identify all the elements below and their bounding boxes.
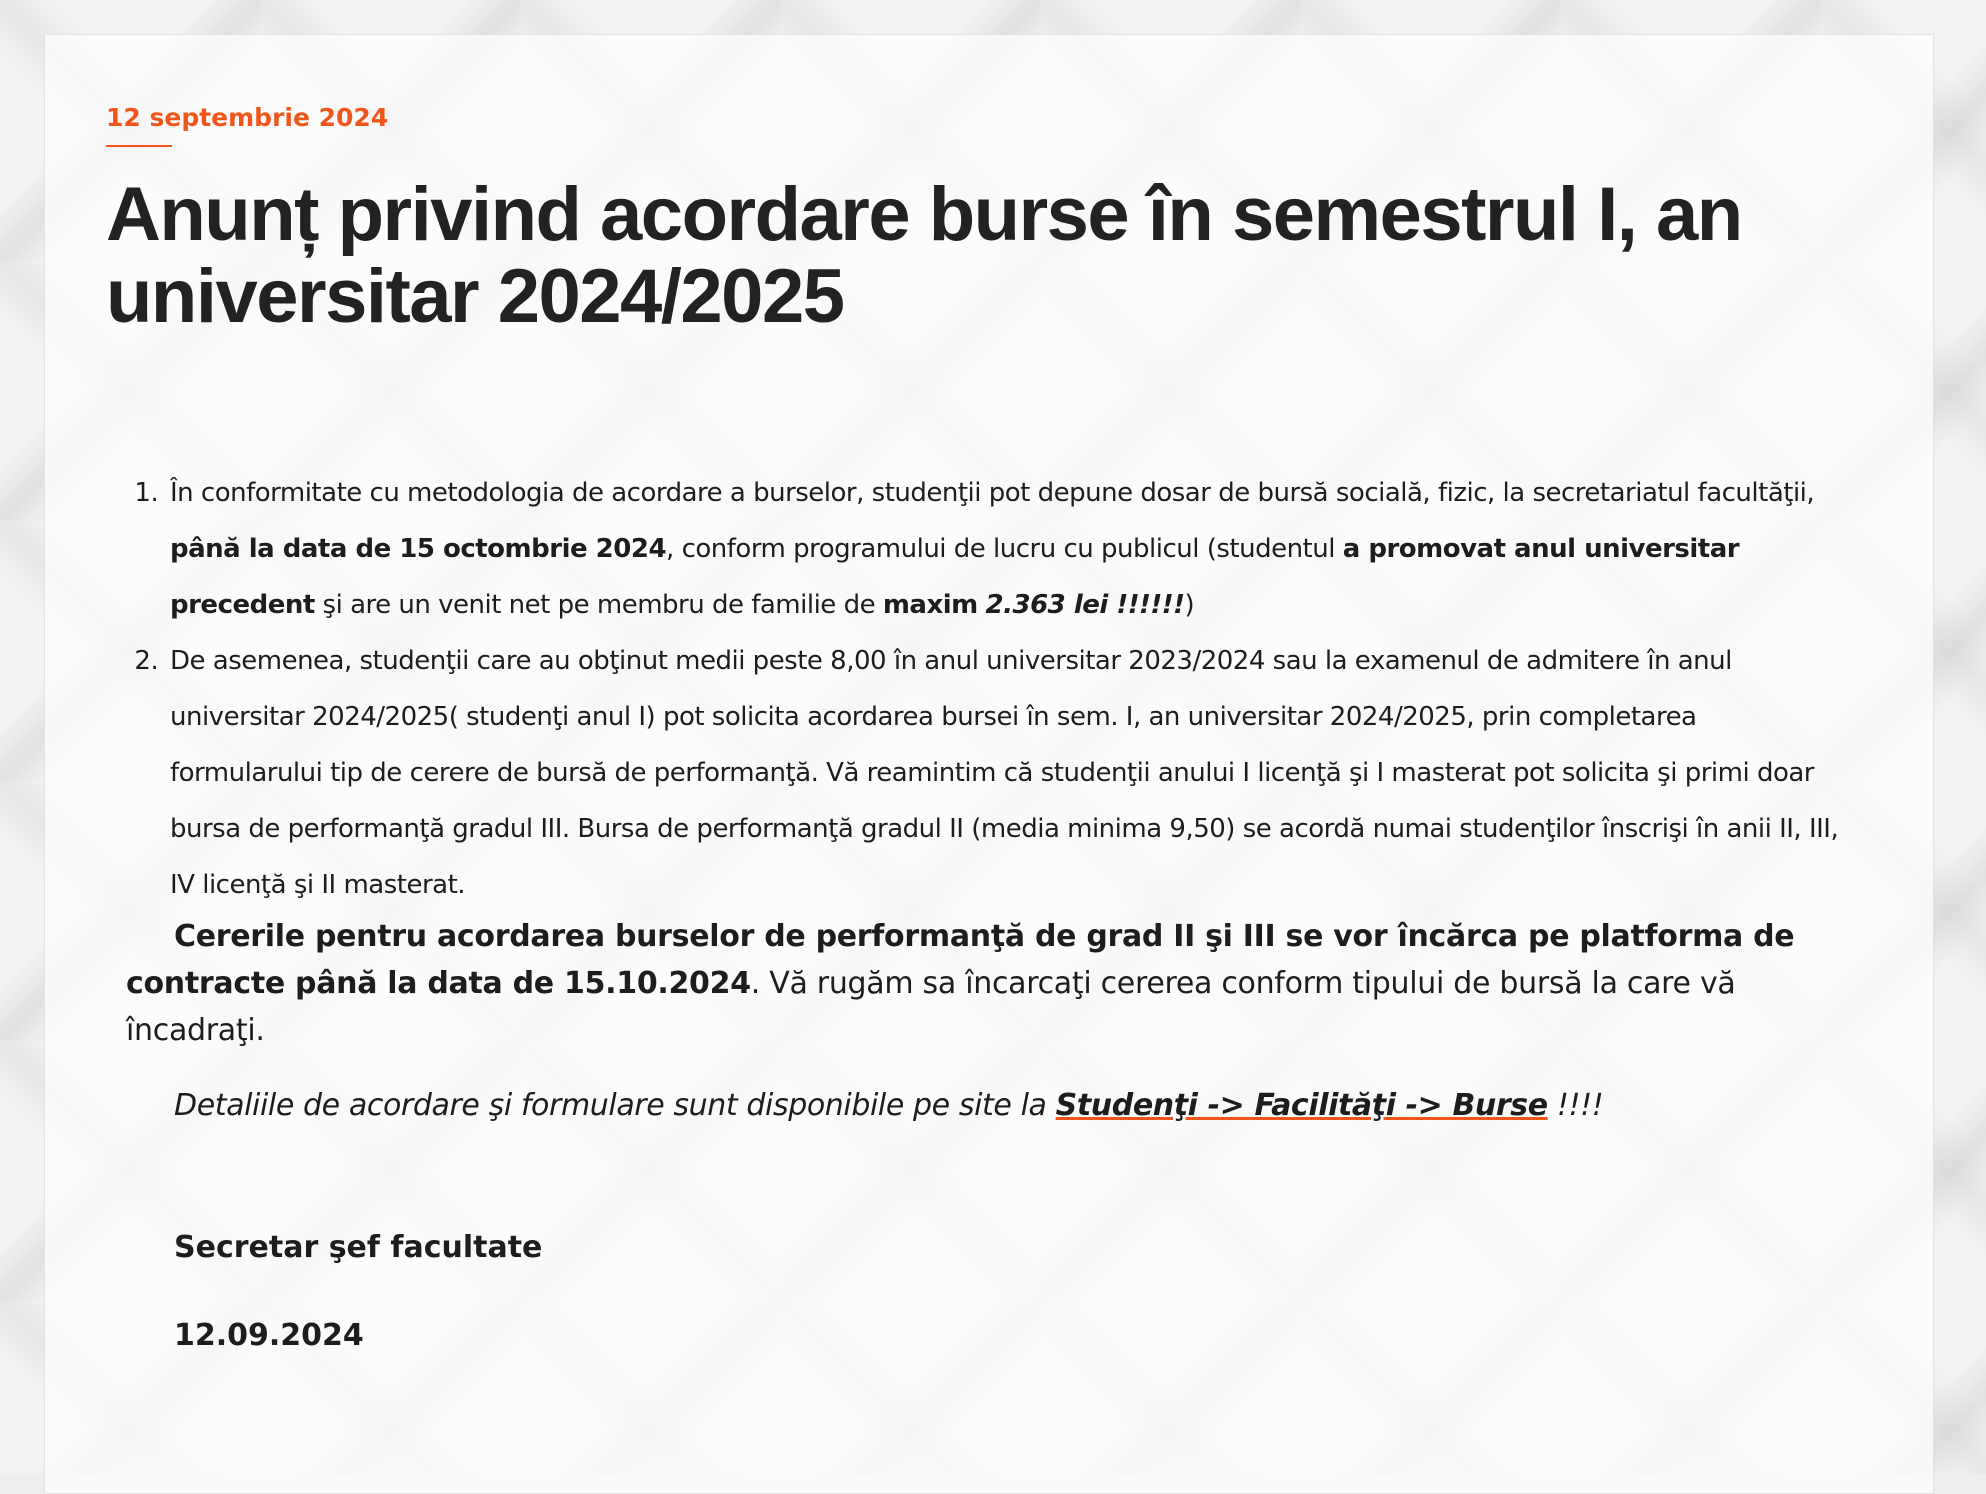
signature-date: 12.09.2024 bbox=[174, 1318, 364, 1353]
announcement-list bbox=[126, 465, 1846, 913]
date-underline bbox=[106, 145, 172, 147]
details-paragraph: Detaliile de acordare şi formulare sunt disponibile pe site la Studenţi -> Facilităţi -> Burse !!!! bbox=[174, 1088, 1604, 1123]
article-body bbox=[126, 465, 1846, 1123]
condition-text: a promovat anul universitar precedent bbox=[170, 534, 1740, 620]
upload-notice: Cererile pentru acordarea burselor de performanţă de grad II şi III se vor încărca pe platforma de contracte până la data de 15.10.2024. Vă rugăm sa încarcaţi cererea conform tipului de bursă la care vă încadraţi. bbox=[126, 919, 1795, 1048]
upload-deadline: Cererile pentru acordarea burselor de performanţă de grad II şi III se vor încărca pe platforma de contracte până la data de 15.10.2024 bbox=[126, 919, 1795, 1001]
signature-title: Secretar şef facultate bbox=[174, 1230, 543, 1265]
maxim-text: maxim bbox=[882, 590, 978, 620]
burse-link[interactable]: Studenţi -> Facilităţi -> Burse bbox=[1055, 1088, 1548, 1123]
deadline-text: până la data de 15 octombrie 2024 bbox=[170, 534, 667, 564]
list-item-social-scholarship: 1. În conformitate cu metodologia de acordare a burselor, studenţii pot depune dosar de bursă socială, fizic, la secretariatul facultăţii, până la data de 15 octombrie 2024, conform programului de lucru cu publicul (studentul a promovat anul universitar precedent şi are un venit net pe membru de familie de maxim 2.363 lei !!!!!!) bbox=[166, 465, 1846, 633]
page-title: Anunț privind acordare burse în semestrul I, an universitar 2024/2025 bbox=[106, 172, 1742, 339]
post-date: 12 septembrie 2024 bbox=[106, 103, 389, 132]
amount-text: 2.363 lei !!!!!! bbox=[985, 590, 1185, 620]
list-item-performance-scholarship: 2. De asemenea, studenţii care au obţinut medii peste 8,00 în anul universitar 2023/2024 sau la examenul de admitere în anul universitar 2024/2025( studenţi anul I) pot solicita acordarea bursei în sem. I, an universitar 2024/2025, prin completarea formularului tip de cerere de bursă de performanţă. Vă reamintim că studenţii anului I licenţă şi I masterat pot solicita şi primi doar bursa de performanţă gradul III. Bursa de performanţă gradul II (media minima 9,50) se acordă numai studenţilor înscrişi în anii II, III, IV licenţă şi II masterat. bbox=[166, 633, 1846, 913]
